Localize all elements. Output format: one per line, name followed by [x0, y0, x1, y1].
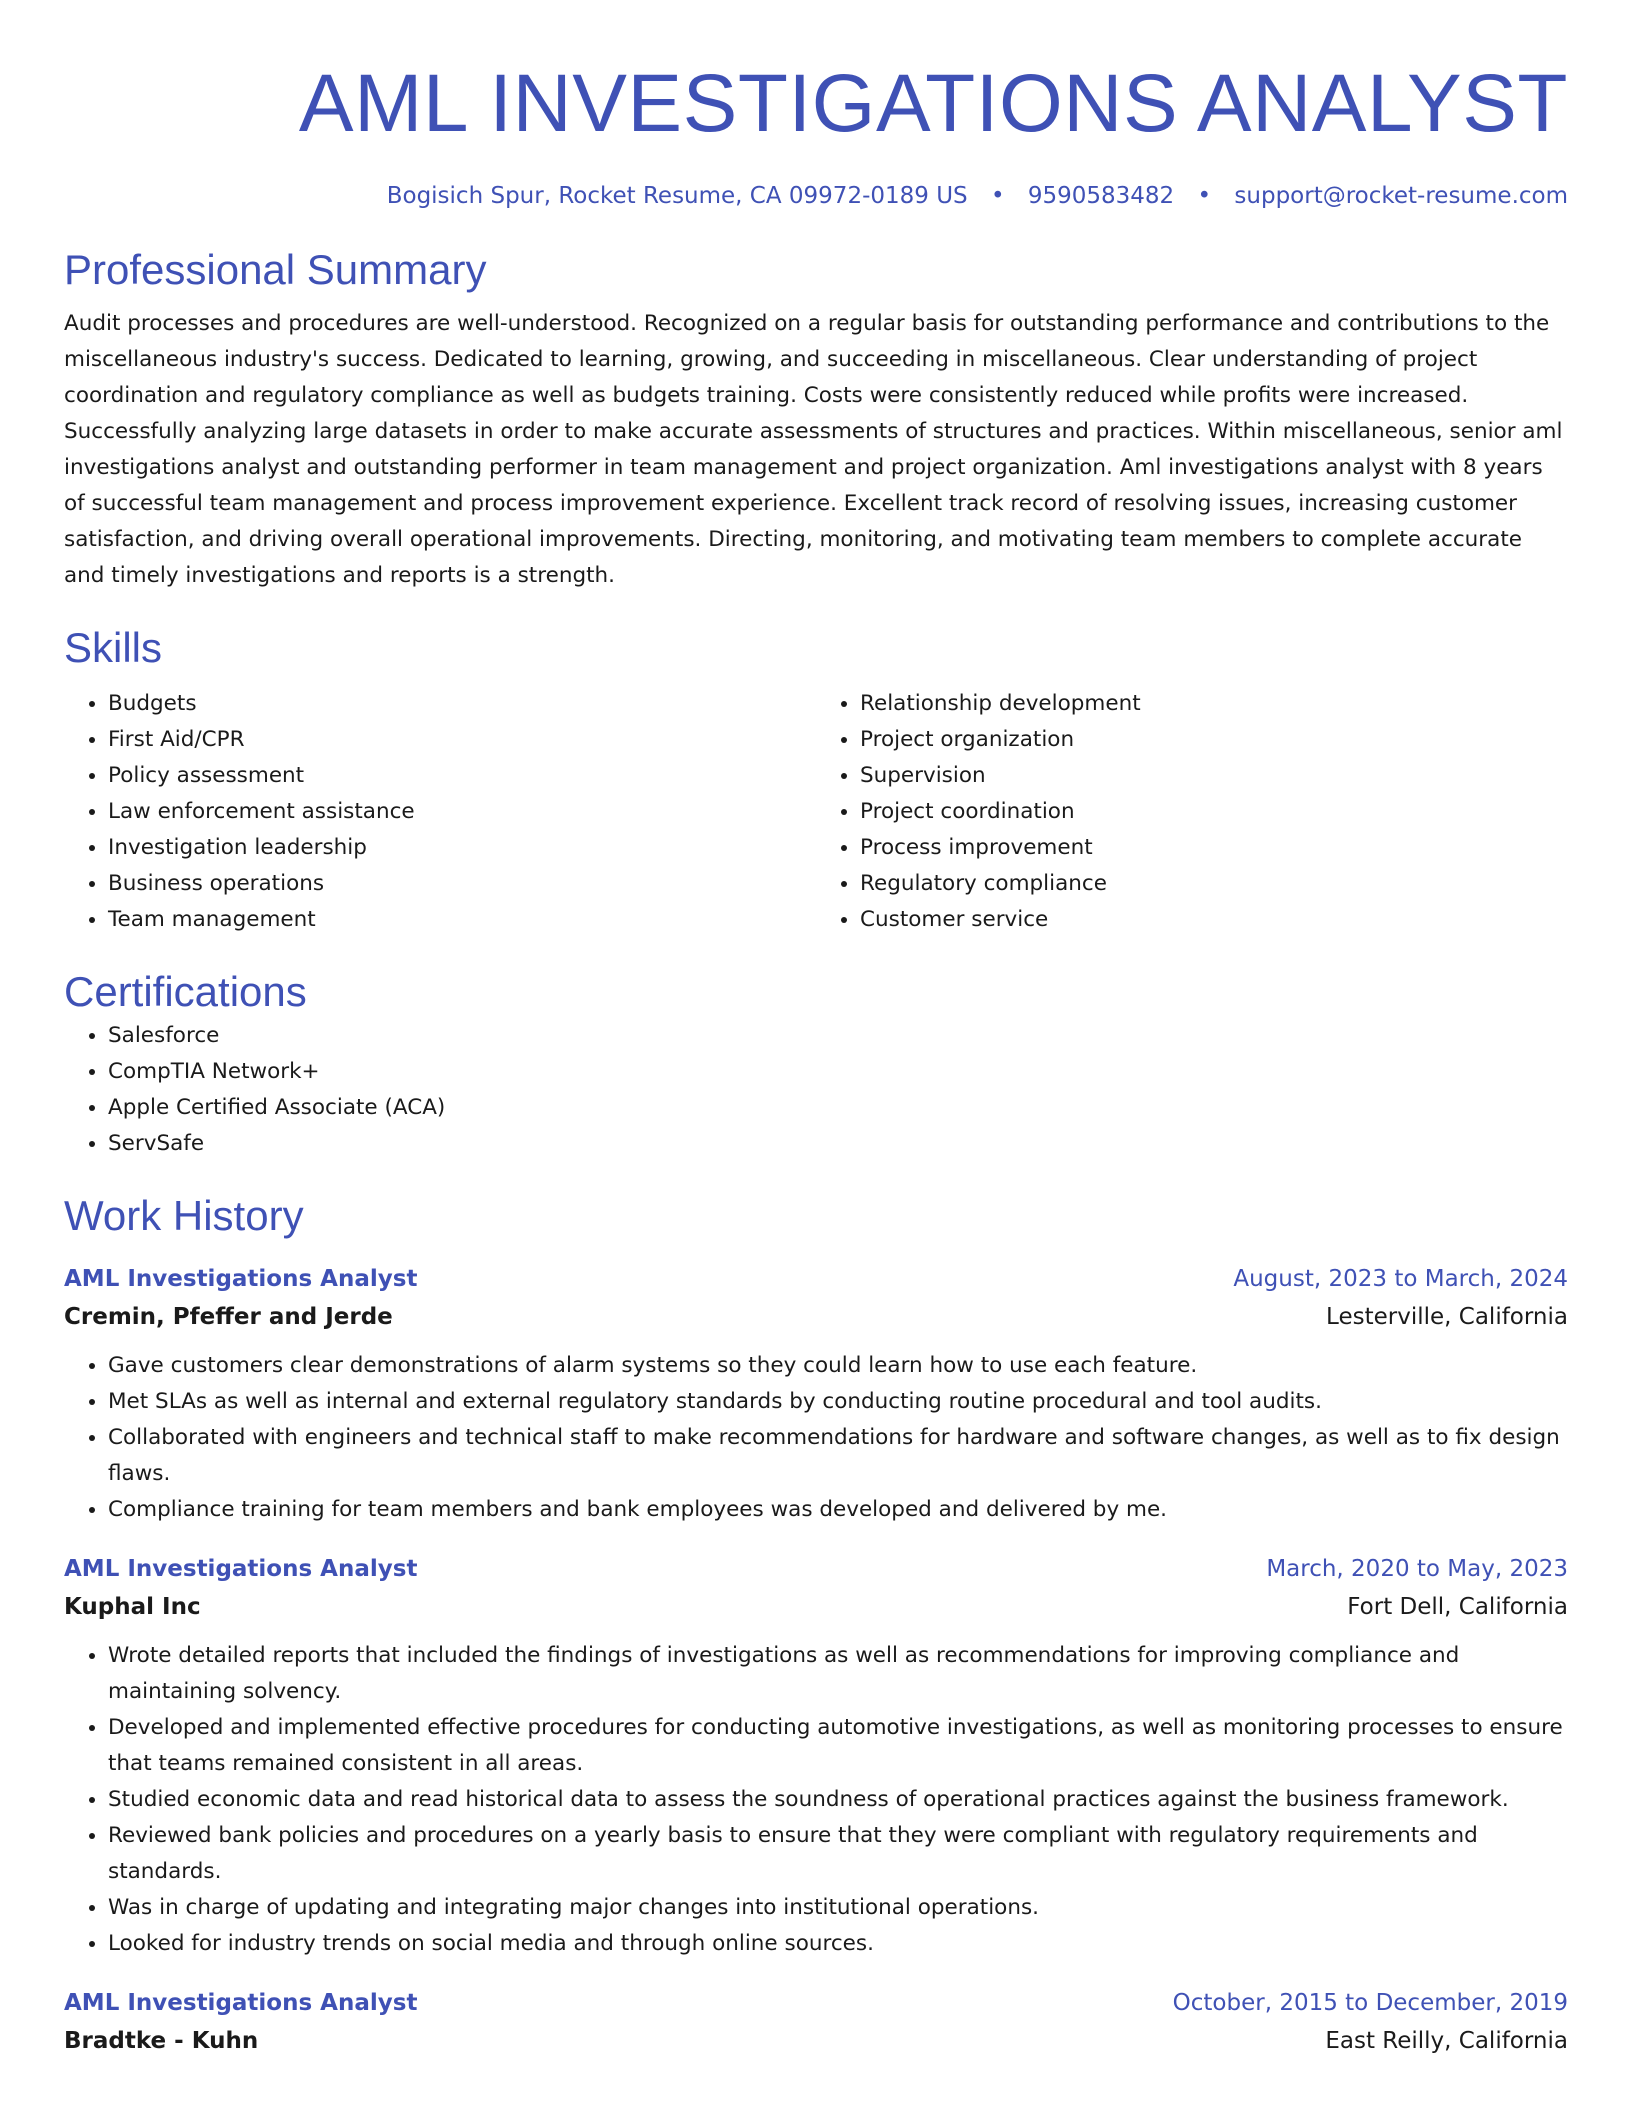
job-company-row — [64, 1588, 1568, 1626]
job-entry — [64, 1260, 1568, 1528]
job-location: East Reilly, California — [1325, 2028, 1568, 2054]
job-bullet: • Wrote detailed reports that included the findings of investigations as well as recommendations for improving compliance and maintaining solvency. — [108, 1638, 1568, 1710]
job-bullet: • Reviewed bank policies and procedures on a yearly basis to ensure that they were compliant with regulatory requirements and standards. — [108, 1818, 1568, 1890]
skills-column-right — [816, 686, 1568, 938]
job-company: Kuphal Inc — [64, 1594, 201, 1620]
resume-header — [64, 0, 1568, 212]
certification-item: • CompTIA Network+ — [108, 1054, 1568, 1090]
job-dates: March, 2020 to May, 2023 — [1266, 1556, 1568, 1582]
contact-address: Bogisich Spur, Rocket Resume, CA 09972-0189 US — [386, 183, 968, 209]
job-dates: August, 2023 to March, 2024 — [1233, 1266, 1568, 1292]
job-bullets — [64, 1638, 1568, 1962]
job-location: Fort Dell, California — [1347, 1594, 1568, 1620]
job-title-row — [64, 1550, 1568, 1588]
job-title-row — [64, 1984, 1568, 2022]
job-title: AML Investigations Analyst — [64, 1556, 418, 1582]
job-bullet: • Met SLAs as well as internal and external regulatory standards by conducting routine procedural and tool audits. — [108, 1384, 1568, 1420]
skills-list — [64, 686, 1568, 938]
job-title-row — [64, 1260, 1568, 1298]
job-location: Lesterville, California — [1326, 1304, 1568, 1330]
skill-item: • Law enforcement assistance — [108, 794, 816, 830]
job-bullet: • Developed and implemented effective procedures for conducting automotive investigations, as well as monitoring processes to ensure that teams remained consistent in all areas. — [108, 1710, 1568, 1782]
skill-item: • Project coordination — [860, 794, 1568, 830]
contact-email: support@rocket-resume.com — [1234, 183, 1568, 209]
skill-item: • Regulatory compliance — [860, 866, 1568, 902]
job-company: Bradtke - Kuhn — [64, 2028, 259, 2054]
job-title: AML Investigations Analyst — [64, 1266, 418, 1292]
job-bullet: • Collaborated with engineers and technical staff to make recommendations for hardware and software changes, as well as to fix design flaws. — [108, 1420, 1568, 1492]
skill-item: • Relationship development — [860, 686, 1568, 722]
certification-item: • ServSafe — [108, 1126, 1568, 1162]
skill-item: • Process improvement — [860, 830, 1568, 866]
skill-item: • Team management — [108, 902, 816, 938]
skill-item: • Customer service — [860, 902, 1568, 938]
job-bullet: • Looked for industry trends on social media and through online sources. — [108, 1926, 1568, 1962]
skills-column-left — [64, 686, 816, 938]
certifications-list — [64, 1018, 1568, 1162]
certification-item: • Salesforce — [108, 1018, 1568, 1054]
contact-separator: • — [990, 183, 1005, 209]
skill-item: • Business operations — [108, 866, 816, 902]
job-bullet: • Compliance training for team members and bank employees was developed and delivered by me. — [108, 1492, 1568, 1528]
section-title-summary: Professional Summary — [64, 246, 487, 293]
job-bullet: • Gave customers clear demonstrations of alarm systems so they could learn how to use each feature. — [108, 1348, 1568, 1384]
skill-item: • Policy assessment — [108, 758, 816, 794]
candidate-name: AML INVESTIGATIONS ANALYST — [298, 58, 1568, 149]
skill-item: • First Aid/CPR — [108, 722, 816, 758]
job-entry — [64, 1984, 1568, 2060]
contact-phone: 9590583482 — [1027, 183, 1175, 209]
skill-item: • Project organization — [860, 722, 1568, 758]
contact-separator: • — [1197, 183, 1212, 209]
section-title-skills: Skills — [64, 624, 163, 671]
skill-item: • Supervision — [860, 758, 1568, 794]
job-entry — [64, 1550, 1568, 1962]
skill-item: • Budgets — [108, 686, 816, 722]
summary-text: Audit processes and procedures are well-understood. Recognized on a regular basis for outstanding performance and contributions to the miscellaneous industry's success. Dedicated to learning, growing, and succeeding in miscellaneous. Clear understanding of project coordination and regulatory compliance as well as budgets training. Costs were consistently reduced while profits were increased. Successfully analyzing large datasets in order to make accurate assessments of structures and practices. Within miscellaneous, senior aml investigations analyst and outstanding performer in team management and project organization. Aml investigations analyst with 8 years of successful team management and process improvement experience. Excellent track record of resolving issues, increasing customer satisfaction, and driving overall operational improvements. Directing, monitoring, and motivating team members to complete accurate and timely investigations and reports is a strength. — [64, 311, 1563, 588]
section-title-work-history: Work History — [64, 1192, 304, 1239]
skill-item: • Investigation leadership — [108, 830, 816, 866]
section-title-certifications: Certifications — [64, 968, 307, 1015]
job-title: AML Investigations Analyst — [64, 1990, 418, 2016]
job-company-row — [64, 1298, 1568, 1336]
job-dates: October, 2015 to December, 2019 — [1172, 1990, 1568, 2016]
job-bullet: • Studied economic data and read historical data to assess the soundness of operational practices against the business framework. — [108, 1782, 1568, 1818]
job-bullet: • Was in charge of updating and integrating major changes into institutional operations. — [108, 1890, 1568, 1926]
job-bullets — [64, 1348, 1568, 1528]
work-history-list — [64, 1260, 1568, 2060]
job-company-row — [64, 2022, 1568, 2060]
contact-line — [64, 180, 1568, 212]
certification-item: • Apple Certified Associate (ACA) — [108, 1090, 1568, 1126]
job-company: Cremin, Pfeffer and Jerde — [64, 1304, 393, 1330]
